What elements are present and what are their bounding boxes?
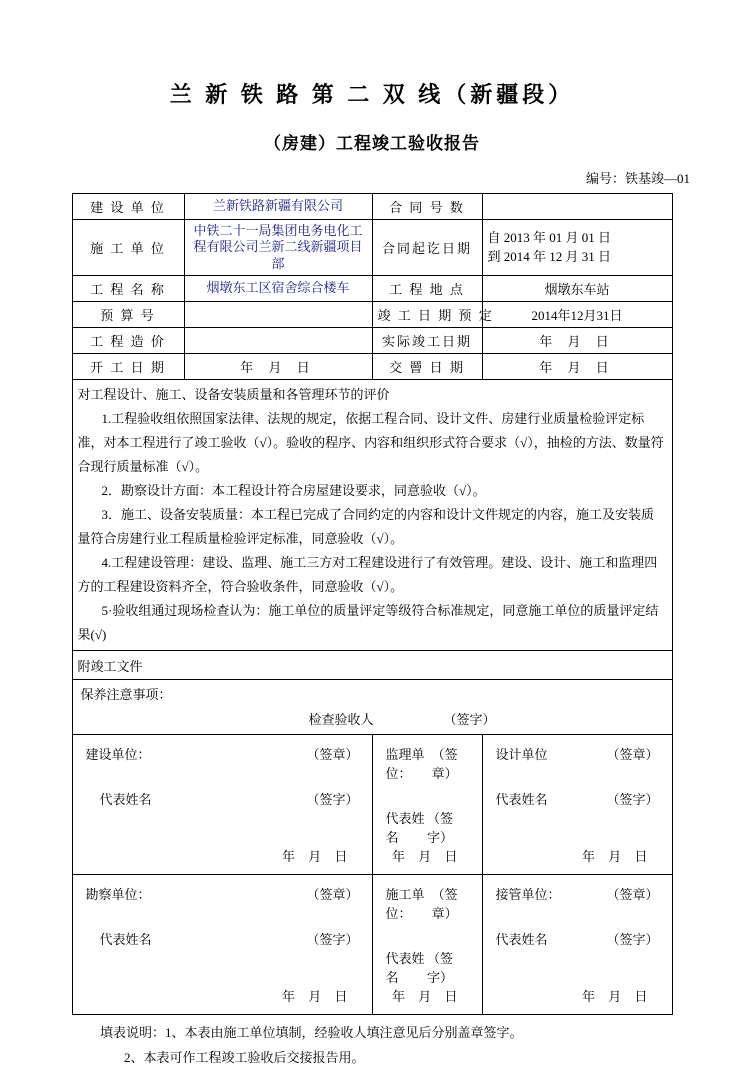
- sign-date[interactable]: 年 月 日: [581, 849, 653, 865]
- field-label-project-name: 工 程 名 称: [72, 275, 184, 301]
- field-value-actual-completion: 年 月 日: [482, 327, 672, 353]
- sign-rep-signature[interactable]: （签字）: [306, 792, 359, 808]
- sign-unit-label: 接管单位：: [495, 887, 561, 903]
- field-label-budget-number: 预 算 号: [72, 301, 184, 327]
- evaluation-cell: [72, 379, 672, 651]
- field-value-handover-date: 年 月 日: [482, 353, 672, 379]
- field-value-planned-completion: 2014年12月31日: [482, 301, 672, 327]
- field-label-project-cost: 工 程 造 价: [72, 327, 184, 353]
- signature-row-2: [72, 875, 672, 1015]
- sign-rep-label: 代表姓名: [99, 792, 152, 808]
- table-row: [72, 194, 672, 220]
- signature-block-supervision-unit: [372, 735, 482, 875]
- sign-unit-seal[interactable]: （签章）: [606, 747, 659, 763]
- sign-unit-label: 监理单位：: [385, 747, 425, 782]
- checker-signature: （签字）: [443, 712, 496, 728]
- evaluation-paragraph-1: 1.工程验收组依照国家法律、法规的规定，依据工程合同、设计文件、房建行业质量检验评定标准，对本工程进行了竣工验收（√）。验收的程序、内容和组织形式符合要求（√），抽检的方法、数量符合现行质量标准（√）。: [77, 410, 664, 474]
- sign-rep-label: 代表姓名: [385, 951, 425, 986]
- sign-unit-seal[interactable]: （签章）: [431, 747, 458, 782]
- evaluation-paragraph-4: 4.工程建设管理：建设、监理、施工三方对工程建设进行了有效管理。建设、设计、施工和监理四方的工程建设资料齐全，符合验收条件，同意验收（√）。: [77, 555, 658, 595]
- contract-start-date: 自 2013 年 01 月 01 日: [487, 229, 612, 245]
- field-value-contract-dates: [482, 220, 672, 276]
- checker-title: 检查验收人: [308, 712, 374, 728]
- field-label-planned-completion: 竣 工 日 期 预 定: [372, 301, 482, 327]
- sign-rep-label: 代表姓名: [99, 932, 152, 948]
- sign-date[interactable]: 年 月 日: [581, 989, 653, 1005]
- sign-unit-seal[interactable]: （签章）: [431, 887, 458, 922]
- sign-rep-signature[interactable]: （签字）: [427, 811, 454, 846]
- field-label-actual-completion: 实际竣工日期: [372, 327, 482, 353]
- maintenance-section: [72, 680, 672, 735]
- page-title: 兰 新 铁 路 第 二 双 线（新疆段）: [169, 82, 575, 107]
- field-label-handover-date: 交 罾 日 期: [372, 353, 482, 379]
- sign-date[interactable]: 年 月 日: [281, 989, 353, 1005]
- field-label-construction-unit: 建 设 单 位: [72, 194, 184, 220]
- sign-date[interactable]: 年 月 日: [391, 989, 463, 1005]
- field-value-project-name: 烟墩东工区宿舍综合楼车: [184, 275, 372, 301]
- footer-notes: [72, 1021, 672, 1070]
- attachment-label: 附竣工文件: [72, 651, 672, 680]
- field-value-construction-unit: 兰新铁路新疆有限公司: [184, 194, 372, 220]
- maintenance-cell: [72, 680, 672, 735]
- sign-unit-label: 建设单位：: [85, 747, 151, 763]
- sign-unit-seal[interactable]: （签章）: [306, 747, 359, 763]
- contract-end-date: 到 2014 年 12 月 31 日: [487, 249, 612, 265]
- field-label-start-date: 开 工 日 期: [72, 353, 184, 379]
- sign-rep-label: 代表姓名: [385, 811, 425, 846]
- table-row: [72, 301, 672, 327]
- document-code: 编号：铁基竣—01: [585, 171, 690, 186]
- field-label-project-location: 工 程 地 点: [372, 275, 482, 301]
- field-value-budget-number: [184, 301, 372, 327]
- signature-block-takeover-unit: [482, 875, 672, 1015]
- evaluation-heading: 对工程设计、施工、设备安装质量和各管理环节的评价: [77, 386, 390, 402]
- signature-block-construction-unit: [72, 735, 372, 875]
- sign-date[interactable]: 年 月 日: [281, 849, 353, 865]
- field-value-project-cost: [184, 327, 372, 353]
- maintenance-label: 保养注意事项：: [80, 687, 172, 703]
- footer-note-1: 填表说明：1、本表由施工单位填制，经验收人填注意见后分别盖章签字。: [100, 1025, 523, 1041]
- signature-block-design-unit: [482, 735, 672, 875]
- evaluation-paragraph-3: 3．施工、设备安装质量：本工程已完成了合同约定的内容和设计文件规定的内容，施工及安装质量符合房建行业工程质量检验评定标准，同意验收（√）。: [77, 506, 655, 547]
- evaluation-paragraph-5: 5·验收组通过现场检查认为：施工单位的质量评定等级符合标准规定，同意施工单位的质量评定结果(√): [77, 603, 659, 643]
- attachment-section: [72, 651, 672, 680]
- evaluation-paragraph-2: 2．勘察设计方面：本工程设计符合房屋建设要求，同意验收（√）。: [101, 482, 486, 498]
- sign-rep-signature[interactable]: （签字）: [306, 932, 359, 948]
- sign-unit-seal[interactable]: （签章）: [306, 887, 359, 903]
- signature-row-1: [72, 735, 672, 875]
- sign-rep-signature[interactable]: （签字）: [606, 792, 659, 808]
- checker-row: [73, 703, 672, 734]
- field-value-contractor-unit: 中铁二十一局集团电务电化工程有限公司兰新二线新疆项目部: [184, 220, 372, 276]
- field-label-contract-dates: 合同起讫日期: [372, 220, 482, 276]
- sign-rep-label: 代表姓名: [495, 792, 548, 808]
- table-row: [72, 327, 672, 353]
- page-subtitle: （房建）工程竣工验收报告: [264, 134, 480, 153]
- table-row: [72, 220, 672, 276]
- signature-block-contractor-unit: [372, 875, 482, 1015]
- sign-unit-label: 施工单位：: [385, 887, 425, 922]
- sign-rep-signature[interactable]: （签字）: [606, 932, 659, 948]
- evaluation-section: [72, 379, 672, 651]
- field-value-start-date: 年 月 日: [184, 353, 372, 379]
- table-row: [72, 275, 672, 301]
- sign-unit-seal[interactable]: （签章）: [606, 887, 659, 903]
- field-label-contractor-unit: 施 工 单 位: [72, 220, 184, 276]
- sign-rep-label: 代表姓名: [495, 932, 548, 948]
- sign-unit-label: 勘察单位：: [85, 887, 151, 903]
- field-value-contract-number: [482, 194, 672, 220]
- report-table: [72, 193, 673, 1015]
- table-row: [72, 353, 672, 379]
- field-value-project-location: 烟墩东车站: [482, 275, 672, 301]
- footer-note-2: 2、本表可作工程竣工验收后交接报告用。: [124, 1049, 365, 1065]
- signature-block-survey-unit: [72, 875, 372, 1015]
- sign-rep-signature[interactable]: （签字）: [427, 951, 454, 986]
- sign-unit-label: 设计单位: [495, 747, 548, 763]
- sign-date[interactable]: 年 月 日: [391, 849, 463, 865]
- field-label-contract-number: 合 同 号 数: [372, 194, 482, 220]
